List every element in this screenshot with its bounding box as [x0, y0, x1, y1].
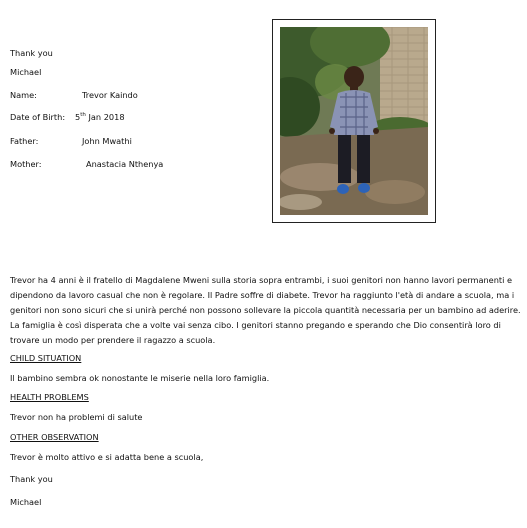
dob-value — [75, 112, 125, 123]
footer-thanks: Thank you — [10, 474, 53, 484]
other-observation-text: Trevor è molto attivo e si adatta bene a scuola, — [10, 452, 204, 462]
child-photo-frame — [272, 19, 436, 223]
mother-value: Anastacia Nthenya — [86, 159, 164, 169]
father-label: Father: — [10, 136, 39, 146]
name-value: Trevor Kaindo — [82, 90, 138, 100]
other-observation-heading: OTHER OBSERVATION — [10, 432, 99, 442]
father-value: John Mwathi — [82, 136, 132, 146]
story-paragraph: Trevor ha 4 anni è il fratello di Magdalene Mweni sulla storia sopra entrambi, i suoi genitori non hanno lavori permanenti e dipendono da lavoro casual che non è regolare. Il Padre soffre di diabete. Trevor ha raggiunto l'età di andare a scuola, ma i genitori non sono sicuri che si unirà perché non possono sollevare la piccola quantità necessaria per un bambino ad aderire. La famiglia è così disperata che a volte vai senza cibo. I genitori stanno pregando e sperando che Dio consentirà loro di trovare un modo per prendere il ragazzo a scuola. — [10, 275, 521, 345]
dob-suffix: th — [80, 112, 86, 118]
header-thanks: Thank you — [10, 48, 53, 58]
child-photo — [280, 27, 428, 215]
child-situation-heading: CHILD SITUATION — [10, 353, 82, 363]
name-label: Name: — [10, 90, 37, 100]
footer-signature: Michael — [10, 497, 42, 507]
dob-day: 5 — [75, 112, 81, 122]
health-problems-heading: HEALTH PROBLEMS — [10, 392, 89, 402]
dob-label: Date of Birth: — [10, 112, 66, 122]
health-problems-text: Trevor non ha problemi di salute — [10, 412, 143, 422]
mother-label: Mother: — [10, 159, 42, 169]
child-situation-text: Il bambino sembra ok nonostante le miserie nella loro famiglia. — [10, 373, 270, 383]
header-signature: Michael — [10, 67, 42, 77]
dob-rest: Jan 2018 — [88, 112, 125, 122]
